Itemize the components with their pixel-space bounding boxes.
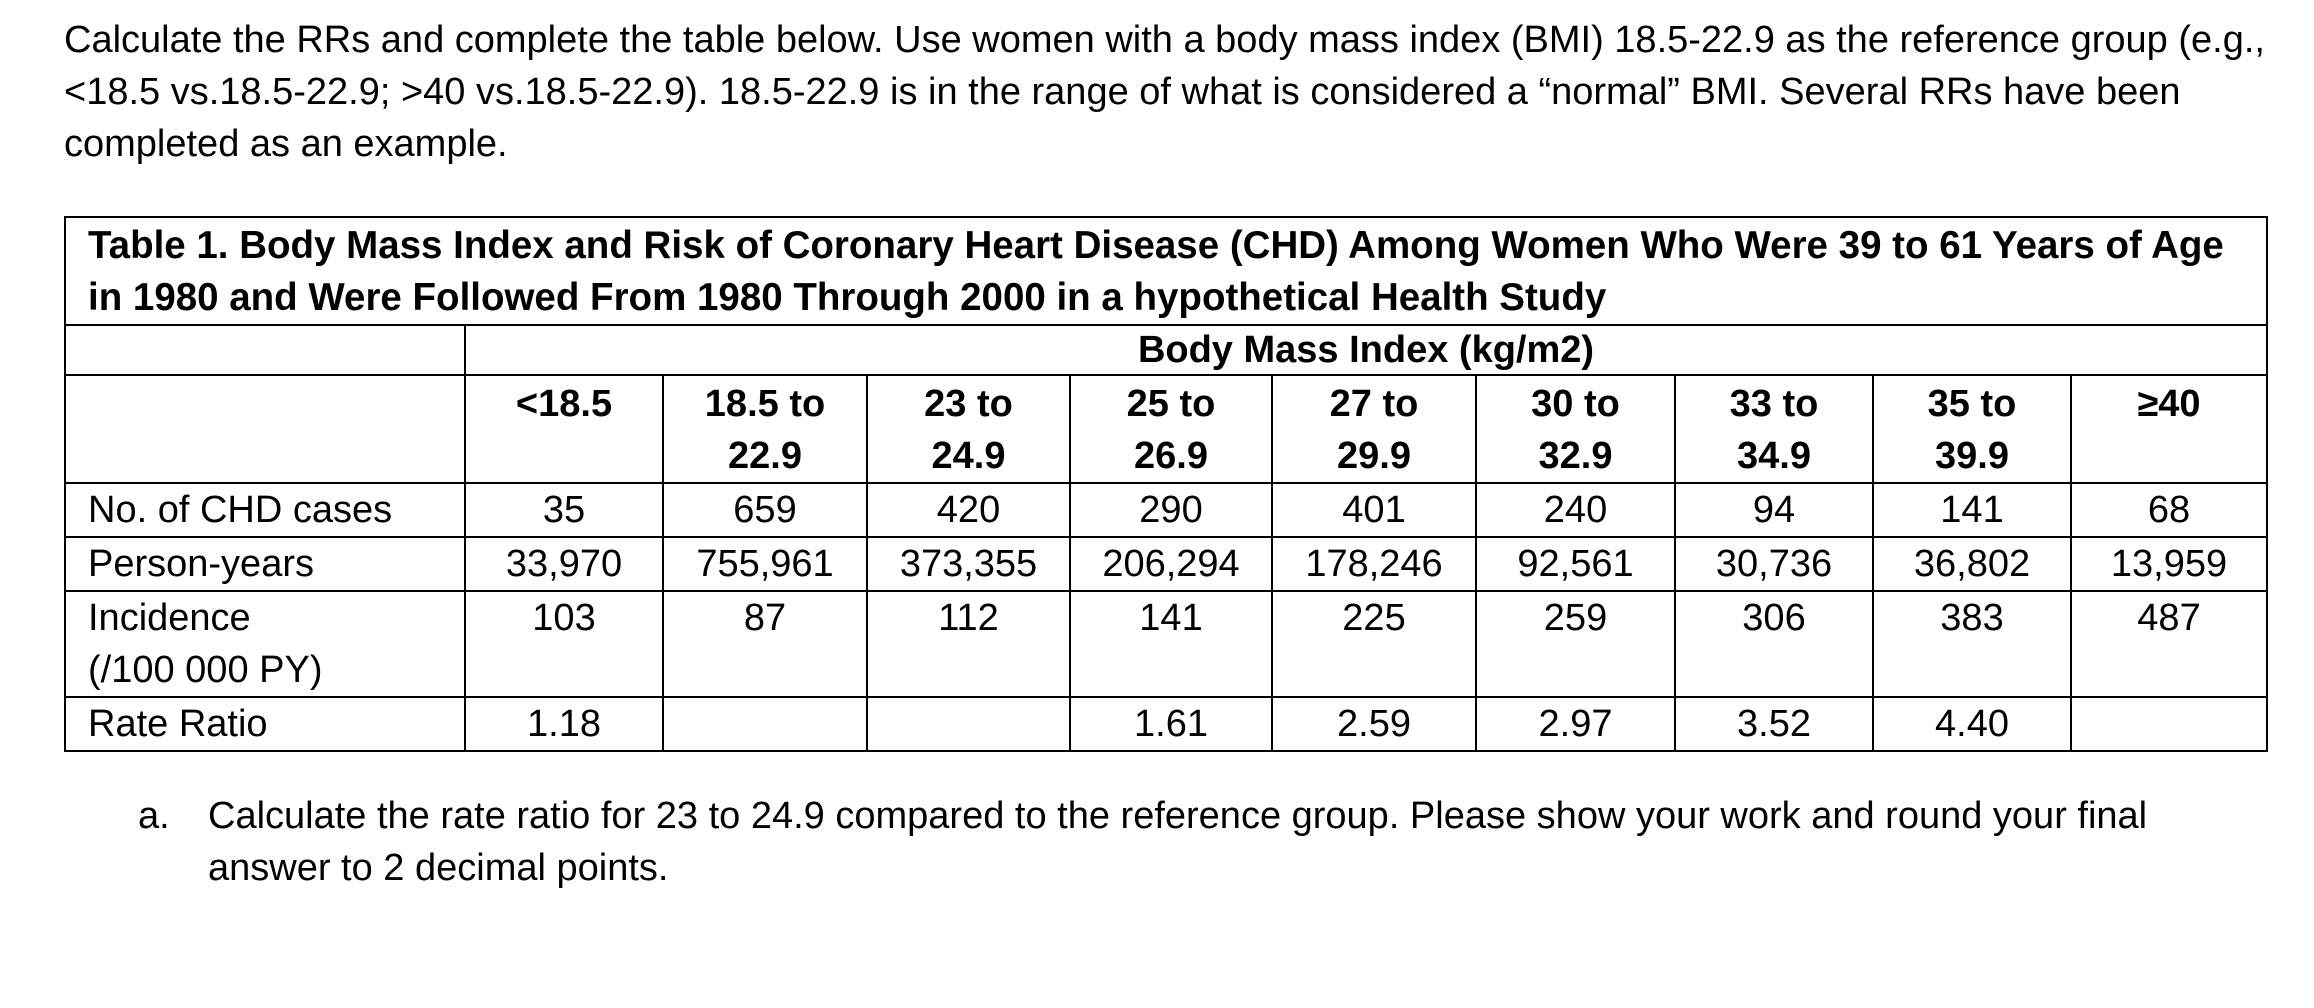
table-cell: 68 [2071,483,2267,537]
table-cell: 487 [2071,591,2267,697]
table-cell: 1.61 [1070,697,1272,751]
table-cell-rate-ratio-blank [2071,697,2267,751]
table-cell: 33,970 [465,537,663,591]
column-header-bmi-ge-40: ≥40 [2071,375,2267,483]
row-label-rate-ratio: Rate Ratio [65,697,465,751]
bmi-chd-table [64,216,2268,752]
column-header-bmi-33-34-9: 33 to 34.9 [1675,375,1873,483]
row-label-incidence: Incidence (/100 000 PY) [65,591,465,697]
question-marker: a. [138,795,170,837]
bmi-group-header: Body Mass Index (kg/m2) [465,325,2267,375]
column-header-bmi-23-24-9: 23 to 24.9 [867,375,1070,483]
table-cell: 94 [1675,483,1873,537]
table-cell-rate-ratio-blank [867,697,1070,751]
table-cell: 141 [1873,483,2071,537]
table-cell: 2.59 [1272,697,1476,751]
table-cell: 35 [465,483,663,537]
table-cell: 13,959 [2071,537,2267,591]
table-cell-rate-ratio-reference [663,697,867,751]
table-cell: 4.40 [1873,697,2071,751]
table-cell: 755,961 [663,537,867,591]
table-cell: 306 [1675,591,1873,697]
header-blank-cell [65,375,465,483]
table-cell: 259 [1476,591,1675,697]
table-cell: 401 [1272,483,1476,537]
header-corner-cell [65,325,465,375]
table-cell: 206,294 [1070,537,1272,591]
column-header-bmi-25-26-9: 25 to 26.9 [1070,375,1272,483]
table-cell: 383 [1873,591,2071,697]
row-label-chd-cases: No. of CHD cases [65,483,465,537]
table-cell: 659 [663,483,867,537]
table-cell: 2.97 [1476,697,1675,751]
table-cell: 103 [465,591,663,697]
column-header-bmi-lt-18-5: <18.5 [465,375,663,483]
table-cell: 420 [867,483,1070,537]
table-cell: 36,802 [1873,537,2071,591]
table-row-incidence [65,591,2267,697]
column-header-bmi-35-39-9: 35 to 39.9 [1873,375,2071,483]
table-row-chd-cases [65,483,2267,537]
table-cell: 1.18 [465,697,663,751]
table-cell: 87 [663,591,867,697]
table-cell: 3.52 [1675,697,1873,751]
column-header-bmi-27-29-9: 27 to 29.9 [1272,375,1476,483]
row-label-person-years: Person-years [65,537,465,591]
table-cell: 290 [1070,483,1272,537]
table-cell: 373,355 [867,537,1070,591]
table-row-person-years [65,537,2267,591]
question-text: Calculate the rate ratio for 23 to 24.9 compared to the reference group. Please show your work and round your final answer to 2 decimal points. [208,795,2148,889]
table-cell: 178,246 [1272,537,1476,591]
question-a [138,790,2238,894]
table-cell: 141 [1070,591,1272,697]
instructions-paragraph: Calculate the RRs and complete the table below. Use women with a body mass index (BMI) 18.5-22.9 as the reference group (e.g., <18.5 vs.18.5-22.9; >40 vs.18.5-22.9). 18.5-22.9 is in the range of what is considered a “normal” BMI. Several RRs have been completed as an example. [64,19,2265,165]
column-header-bmi-18-5-22-9: 18.5 to 22.9 [663,375,867,483]
table-cell: 92,561 [1476,537,1675,591]
column-header-bmi-30-32-9: 30 to 32.9 [1476,375,1675,483]
table-cell: 240 [1476,483,1675,537]
table-row-rate-ratio [65,697,2267,751]
table-title: Table 1. Body Mass Index and Risk of Coronary Heart Disease (CHD) Among Women Who Were 39 to 61 Years of Age in 1980 and Were Followed From 1980 Through 2000 in a hypothetical Health Study [65,217,2267,325]
table-cell: 30,736 [1675,537,1873,591]
table-cell: 112 [867,591,1070,697]
table-cell: 225 [1272,591,1476,697]
